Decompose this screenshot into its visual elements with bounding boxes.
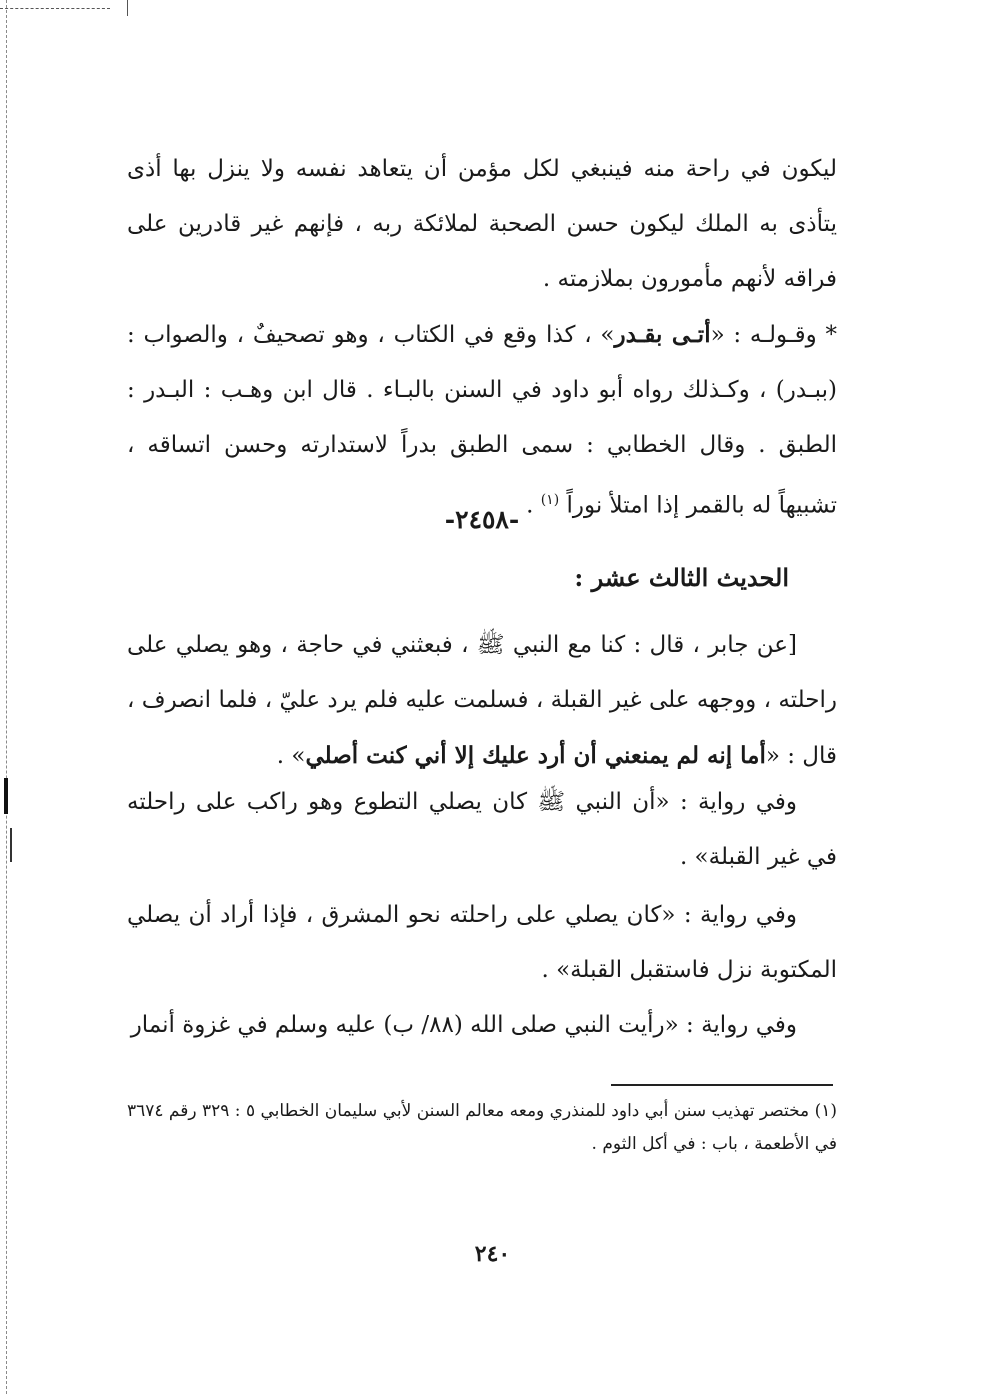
quoted-phrase: أتـى بقـدر [614,321,711,348]
hadith-text: [عن جابر ، قال : كنا مع النبي ﷺ ، فبعثني في حاجة ، وهو يصلي على راحلته ، ووجهه على غير القبلة ، فسلمت عليه فلم يرد عليّ ، فلما انصرف ، قال : «أما إنه لم يمنعني أن أرد عليك إلا أني كنت أصلي» . [127,632,837,769]
footnote-text: (١) مختصر تهذيب سنن أبي داود للمنذري ومعه معالم السنن لأبي سليمان الخطابي ٥ : ٣٢٩ رقم ٣٦٧٤ في الأطعمة ، باب : في أكل الثوم . [127,1101,837,1154]
narration-block [127,888,837,998]
narration-paragraph: وفي رواية : «أن النبي ﷺ كان يصلي التطوع وهو راكب على راحلته في غير القبلة» . [127,789,837,870]
note-marker: * [825,322,837,348]
scan-artifact-mark [4,778,8,814]
narration-block [127,775,837,885]
hadith-number: -٢٤٥٨- [444,505,520,534]
scan-artifact-mark [10,828,12,862]
footnote-divider [611,1084,833,1086]
hadith-quote: أما إنه لم يمنعني أن أرد عليك إلا أني كنت أصلي [305,742,766,769]
footnote-ref[interactable]: (١) [540,492,560,508]
commentary-block [127,142,837,534]
commentary-paragraph: ليكون في راحة منه فينبغي لكل مؤمن أن يتعاهد نفسه ولا ينزل بها أذى يتأذى به الملك ليكون حسن الصحبة لملائكة ربه ، فإنهم غير قادرين على فراقه لأنهم مأمورون بملازمته . [127,156,837,292]
narration-paragraph: وفي رواية : «رأيت النبي صلى الله (٨٨/ ب) عليه وسلم في غزوة أنمار [130,1012,797,1038]
hadith-block [127,618,837,784]
scan-artifact-line [127,0,128,16]
section-title: الحديث الثالث عشر : [574,563,789,592]
narration-block [127,998,837,1053]
footnote [127,1095,837,1161]
page-number: ٢٤٠ [474,1241,511,1267]
narration-paragraph: وفي رواية : «كان يصلي على راحلته نحو المشرق ، فإذا أراد أن يصلي المكتوبة نزل فاستقبل القبلة» . [127,902,837,983]
scan-artifact-dash [0,8,110,9]
note-paragraph: * وقـولـه : «أتـى بقـدر» ، كذا وقع في الكتاب ، وهو تصحيفٌ ، والصواب : (ببـدر) ، وكـذلك رواه أبو داود في السنن بالبـاء . قال ابن وهـب : البـدر : الطبق . وقال الخطابي : سمى الطبق بدراً لاستدارته وحسن اتساقه ، تشبيهاً له بالقمر إذا امتلأ نوراً $^{(١)}$ . [127,321,837,519]
scan-edge [6,0,7,1394]
